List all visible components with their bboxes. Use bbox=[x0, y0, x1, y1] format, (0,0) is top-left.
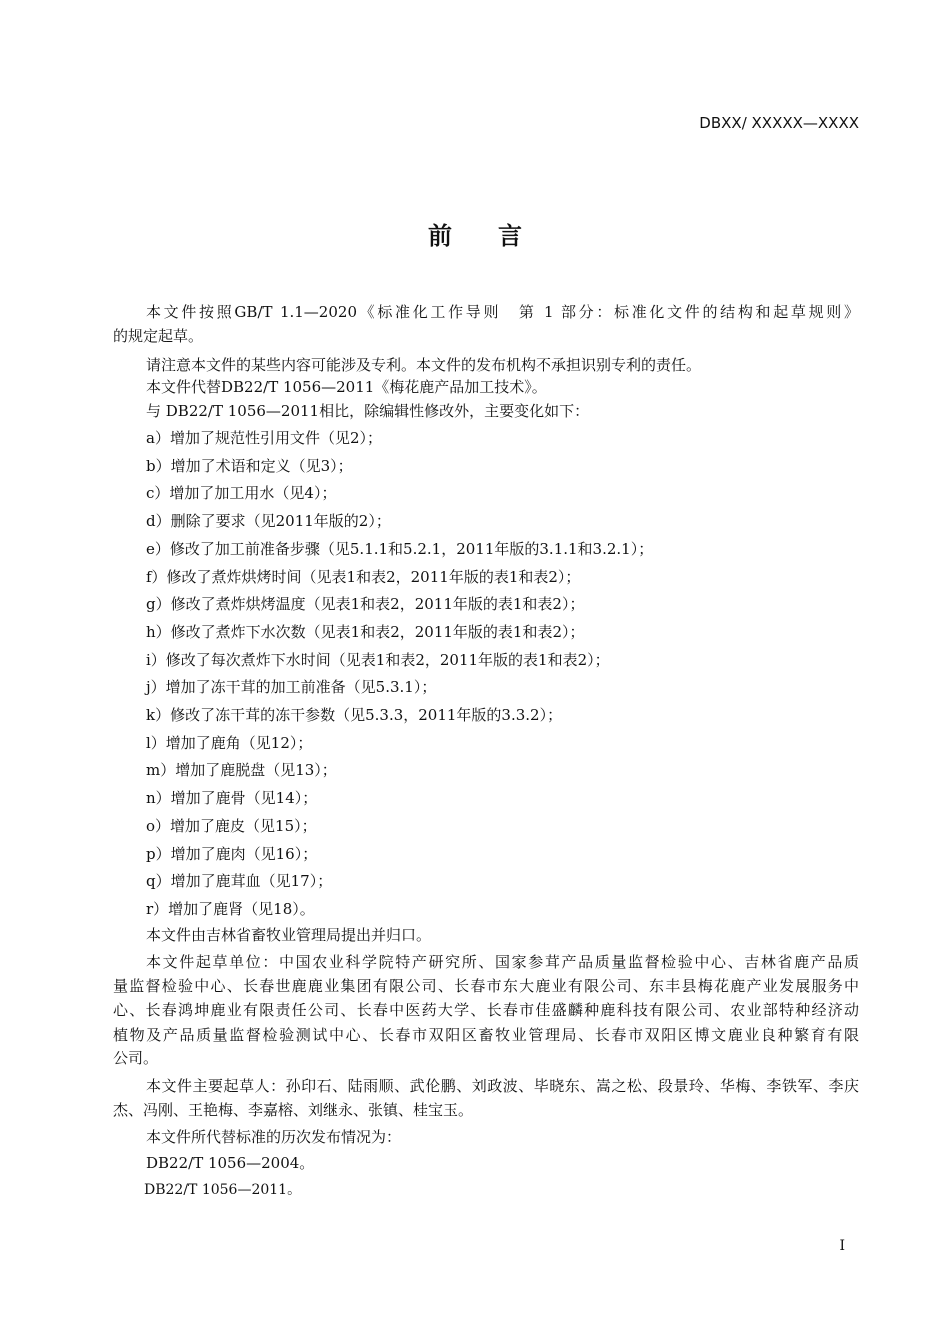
changes-intro: 与 DB22/T 1056—2011相比，除编辑性修改外，主要变化如下： bbox=[146, 402, 590, 420]
drafting-units-line: 公司。 bbox=[113, 1049, 159, 1067]
change-item: r）增加了鹿肾（见18）。 bbox=[146, 899, 315, 918]
intro-paragraph-1-line-2: 的规定起草。 bbox=[113, 327, 204, 345]
page-number: I bbox=[839, 1238, 845, 1254]
change-item: a）增加了规范性引用文件（见2）； bbox=[146, 429, 382, 447]
change-item: e）修改了加工前准备步骤（见5.1.1和5.2.1，2011年版的3.1.1和3.2.1）； bbox=[146, 539, 654, 558]
intro-paragraph-1-line-1: 本文件按照GB/T 1.1—2020《标准化工作导则 第 1 部分：标准化文件的结构和起草规则》 bbox=[146, 303, 859, 321]
history-item: DB22/T 1056—2004。 bbox=[146, 1154, 315, 1172]
change-item: l）增加了鹿角（见12）； bbox=[146, 733, 313, 752]
history-intro: 本文件所代替标准的历次发布情况为： bbox=[146, 1128, 402, 1146]
change-item: h）修改了煮炸下水次数（见表1和表2，2011年版的表1和表2）； bbox=[146, 622, 585, 641]
change-item: g）修改了煮炸烘烤温度（见表1和表2，2011年版的表1和表2）； bbox=[146, 595, 585, 614]
change-item: q）增加了鹿茸血（见17）； bbox=[146, 872, 333, 891]
page-title: 前言 bbox=[428, 222, 568, 250]
change-item: p）增加了鹿肉（见16）； bbox=[146, 844, 318, 863]
change-item: o）增加了鹿皮（见15）； bbox=[146, 816, 317, 835]
patent-notice: 请注意本文件的某些内容可能涉及专利。本文件的发布机构不承担识别专利的责任。 bbox=[146, 356, 702, 374]
history-item: DB22/T 1056—2011。 bbox=[144, 1182, 302, 1198]
proposer-statement: 本文件由吉林省畜牧业管理局提出并归口。 bbox=[146, 926, 432, 944]
drafting-units-line: 心、长春鸿坤鹿业有限责任公司、长春中医药大学、长春市佳盛麟种鹿科技有限公司、农业部特种经济动 bbox=[113, 1001, 859, 1019]
change-item: f）修改了煮炸烘烤时间（见表1和表2，2011年版的表1和表2）； bbox=[146, 567, 581, 586]
drafting-units-line: 本文件起草单位：中国农业科学院特产研究所、国家参茸产品质量监督检验中心、吉林省鹿产品质 bbox=[146, 953, 859, 971]
drafting-units-line: 植物及产品质量监督检验测试中心、长春市双阳区畜牧业管理局、长春市双阳区博文鹿业良种繁育有限 bbox=[113, 1026, 859, 1044]
change-item: b）增加了术语和定义（见3）； bbox=[146, 456, 353, 475]
change-item: i）修改了每次煮炸下水时间（见表1和表2，2011年版的表1和表2）； bbox=[146, 650, 610, 669]
drafters-line: 杰、冯刚、王艳梅、李嘉榕、刘继永、张镇、桂宝玉。 bbox=[113, 1101, 474, 1119]
change-item: d）删除了要求（见2011年版的2）； bbox=[146, 512, 391, 531]
change-item: k）修改了冻干茸的冻干参数（见5.3.3，2011年版的3.3.2）； bbox=[146, 706, 563, 724]
drafting-units-line: 量监督检验中心、长春世鹿鹿业集团有限公司、长春市东大鹿业有限公司、东丰县梅花鹿产业发展服务中 bbox=[113, 977, 859, 995]
change-item: j）增加了冻干茸的加工前准备（见5.3.1）； bbox=[146, 678, 437, 697]
replacement-notice: 本文件代替DB22/T 1056—2011《梅花鹿产品加工技术》。 bbox=[146, 378, 547, 396]
change-item: c）增加了加工用水（见4）； bbox=[146, 484, 337, 503]
change-item: n）增加了鹿骨（见14）； bbox=[146, 789, 318, 808]
drafters-line: 本文件主要起草人：孙印石、陆雨顺、武伦鹏、刘政波、毕晓东、嵩之松、段景玲、华梅、李铁军、李庆 bbox=[146, 1077, 859, 1095]
change-item: m）增加了鹿脱盘（见13）； bbox=[146, 761, 337, 780]
document-code: DBXX/ XXXXX—XXXX bbox=[699, 114, 859, 132]
